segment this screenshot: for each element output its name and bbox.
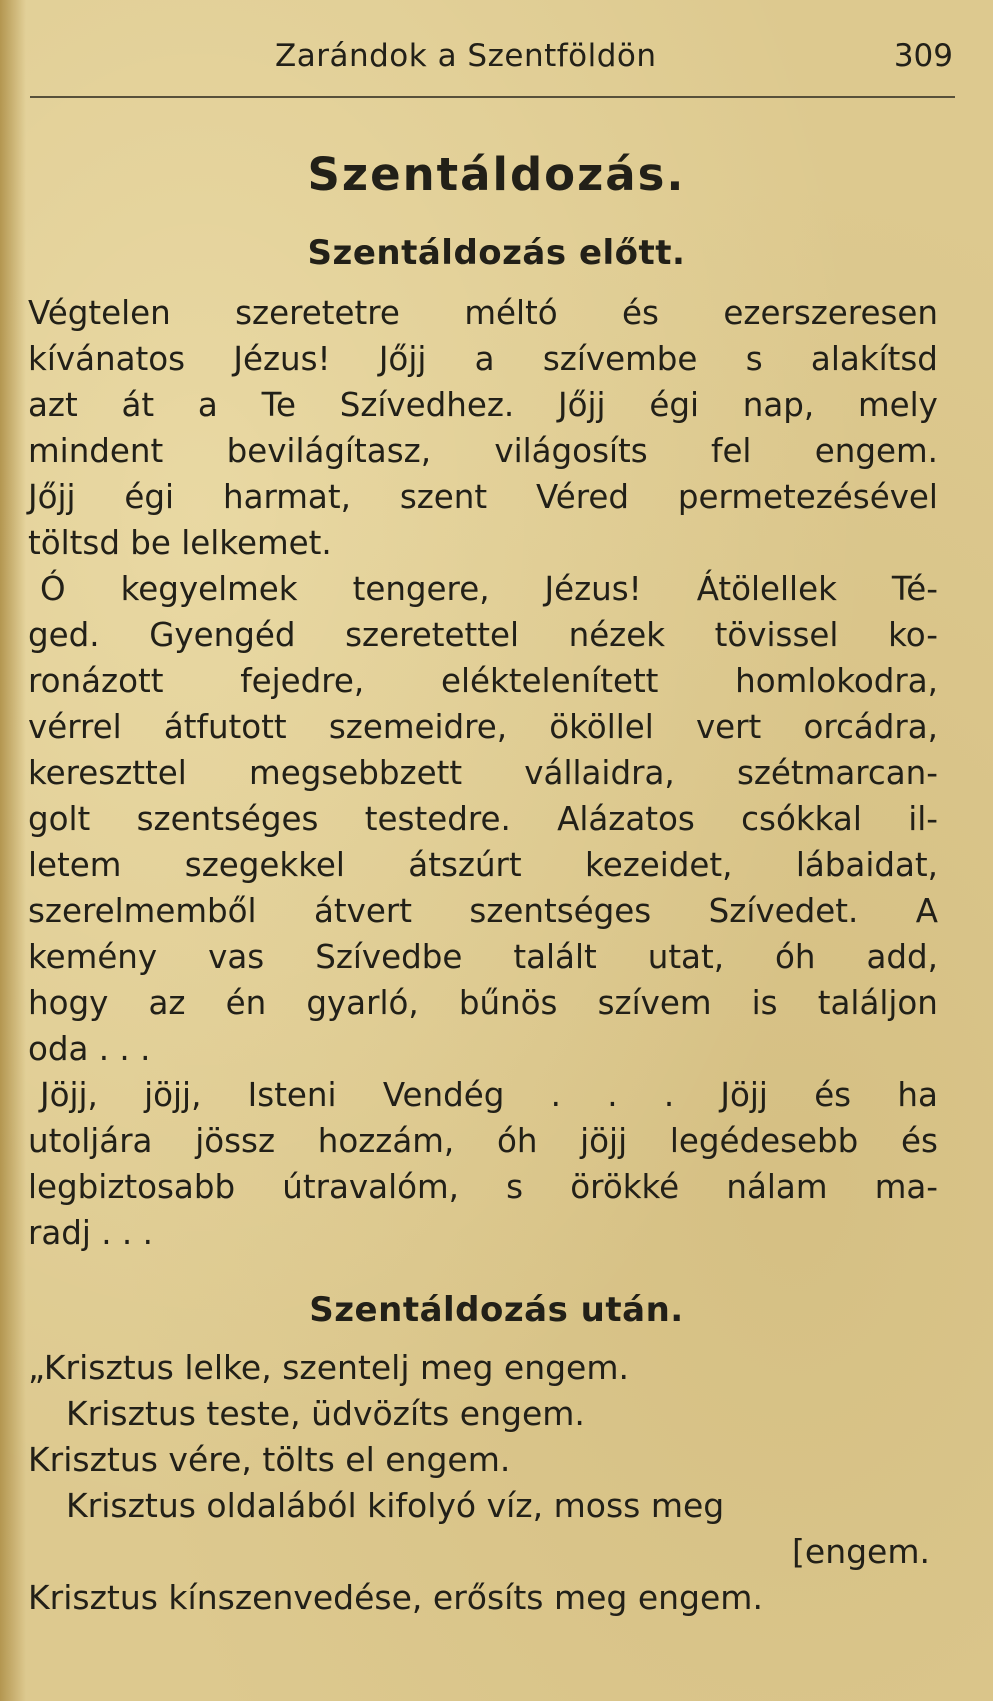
- text-line: töltsd be lelkemet.: [28, 524, 332, 562]
- running-head: [0, 38, 993, 78]
- section-title: Szentáldozás.: [307, 148, 686, 201]
- text-line: ged. Gyengéd szeretettel nézek tövissel ko-: [28, 616, 938, 654]
- text-line: radj . . .: [28, 1214, 153, 1252]
- text-line: szerelmemből átvert szentséges Szívedet. A: [28, 892, 938, 930]
- text-line: vérrel átfutott szemeidre, ököllel vert orcádra,: [28, 708, 938, 746]
- subheading-after-communion: Szentáldozás után.: [309, 1290, 684, 1330]
- text-line: letem szegekkel átszúrt kezeidet, lábaidat,: [28, 846, 938, 884]
- header-rule: [30, 96, 955, 98]
- text-line: Krisztus vére, tölts el engem.: [28, 1440, 511, 1479]
- text-line: Krisztus oldalából kifolyó víz, moss meg: [66, 1486, 725, 1525]
- text-line: Krisztus kínszenvedése, erősíts meg engem.: [28, 1578, 763, 1617]
- text-line: kereszttel megsebbzett vállaidra, szétmarcan-: [28, 754, 938, 792]
- subheading-before-communion: Szentáldozás előtt.: [307, 233, 686, 273]
- page-number: 309: [893, 38, 953, 74]
- text-line: „Krisztus lelke, szentelj meg engem.: [28, 1348, 629, 1387]
- text-line: hogy az én gyarló, bűnös szívem is találjon: [28, 984, 938, 1022]
- text-line: [engem.: [792, 1532, 930, 1571]
- text-line: golt szentséges testedre. Alázatos csókkal il-: [28, 800, 938, 838]
- text-line: Jöjj, jöjj, Isteni Vendég . . . Jöjj és ha: [40, 1076, 938, 1114]
- prayer-after-communion: [28, 1345, 938, 1621]
- text-line: Végtelen szeretetre méltó és ezerszeresen: [28, 294, 938, 332]
- text-line: kemény vas Szívedbe talált utat, óh add,: [28, 938, 938, 976]
- text-line: Krisztus teste, üdvözíts engem.: [66, 1394, 585, 1433]
- text-line: utoljára jössz hozzám, óh jöjj legédesebb és: [28, 1122, 938, 1160]
- text-line: azt át a Te Szívedhez. Jőjj égi nap, mely: [28, 386, 938, 424]
- text-line: Ó kegyelmek tengere, Jézus! Átölellek Té-: [40, 570, 938, 608]
- text-line: mindent bevilágítasz, világosíts fel engem.: [28, 432, 938, 470]
- text-line: Jőjj égi harmat, szent Véred permetezésével: [28, 478, 938, 516]
- prayer-before-communion: [28, 290, 938, 1256]
- running-head-title: Zarándok a Szentföldön: [275, 38, 657, 74]
- text-line: oda . . .: [28, 1030, 151, 1068]
- text-line: kívánatos Jézus! Jőjj a szívembe s alakítsd: [28, 340, 938, 378]
- text-line: legbiztosabb útravalóm, s örökké nálam ma-: [28, 1168, 938, 1206]
- text-line: ronázott fejedre, eléktelenített homlokodra,: [28, 662, 938, 700]
